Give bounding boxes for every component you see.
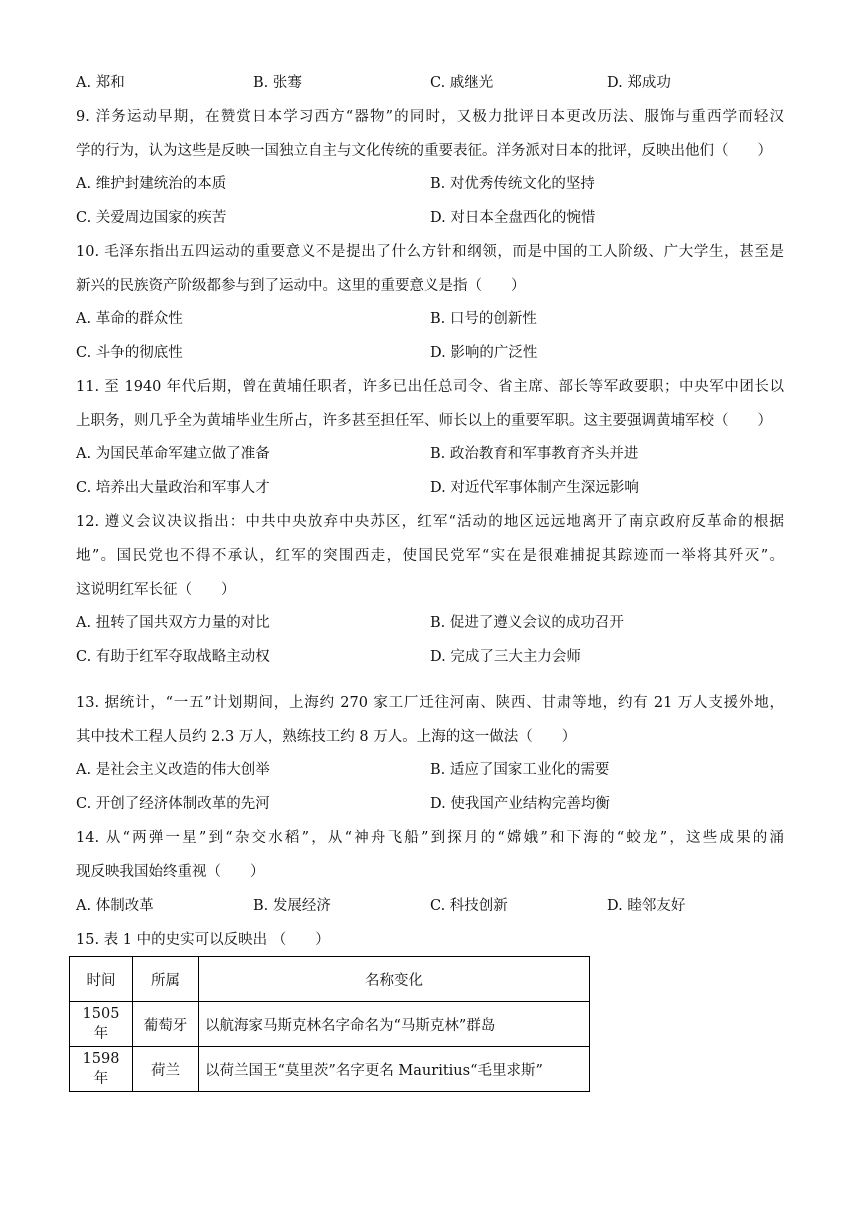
q11-options-row1 bbox=[76, 444, 784, 464]
table-cell-time: 1505 年 bbox=[70, 1002, 133, 1047]
q8-option-d: D. 郑成功 bbox=[607, 75, 671, 91]
q13-option-c: C. 开创了经济体制改革的先河 bbox=[76, 796, 270, 812]
q9-option-a: A. 维护封建统治的本质 bbox=[76, 176, 227, 192]
q8-options bbox=[76, 73, 784, 93]
q9-options-row2 bbox=[76, 208, 784, 228]
q12-options-row1 bbox=[76, 613, 784, 633]
table-cell-owner: 葡萄牙 bbox=[133, 1002, 199, 1047]
q12-stem-line3: 这说明红军长征（ ） bbox=[76, 582, 236, 598]
q9-option-b: B. 对优秀传统文化的坚持 bbox=[430, 176, 595, 192]
q11-option-d: D. 对近代军事体制产生深远影响 bbox=[430, 480, 639, 496]
table-row bbox=[70, 1002, 590, 1047]
q11-option-a: A. 为国民革命军建立做了准备 bbox=[76, 446, 270, 462]
q11-options-row2 bbox=[76, 478, 784, 498]
q14-option-a: A. 体制改革 bbox=[76, 898, 154, 914]
table-row bbox=[70, 1047, 590, 1092]
table-header-cell: 名称变化 bbox=[199, 957, 590, 1002]
q8-option-a: A. 郑和 bbox=[76, 75, 125, 91]
q10-option-d: D. 影响的广泛性 bbox=[430, 345, 538, 361]
q13-options-row2 bbox=[76, 794, 784, 814]
q10-stem-line2: 新兴的民族资产阶级都参与到了运动中。这里的重要意义是指（ ） bbox=[76, 278, 526, 294]
q12-options-row2 bbox=[76, 647, 784, 667]
q9-stem-line1: 9. 洋务运动早期，在赞赏日本学习西方“器物”的同时，又极力批评日本更改历法、服饰与重西学而轻汉 bbox=[76, 109, 784, 125]
q10-options-row2 bbox=[76, 343, 784, 363]
q8-option-c: C. 戚继光 bbox=[430, 75, 494, 91]
q9-options-row1 bbox=[76, 174, 784, 194]
q13-option-b: B. 适应了国家工业化的需要 bbox=[430, 762, 610, 778]
q14-option-c: C. 科技创新 bbox=[430, 898, 508, 914]
q8-option-b: B. 张骞 bbox=[253, 75, 302, 91]
q12-option-c: C. 有助于红军夺取战略主动权 bbox=[76, 649, 270, 665]
q13-options-row1 bbox=[76, 760, 784, 780]
q10-option-c: C. 斗争的彻底性 bbox=[76, 345, 183, 361]
q10-option-b: B. 口号的创新性 bbox=[430, 311, 537, 327]
q10-option-a: A. 革命的群众性 bbox=[76, 311, 183, 327]
table-header-cell: 时间 bbox=[70, 957, 133, 1002]
q15-stem: 15. 表 1 中的史实可以反映出 （ ） bbox=[76, 932, 330, 948]
q12-option-a: A. 扭转了国共双方力量的对比 bbox=[76, 615, 270, 631]
q11-option-c: C. 培养出大量政治和军事人才 bbox=[76, 480, 270, 496]
history-table bbox=[69, 956, 590, 1092]
q14-options bbox=[76, 896, 784, 916]
q11-stem-line2: 上职务，则几乎全为黄埔毕业生所占，许多甚至担任军、师长以上的重要军职。这主要强调黄埔军校（ ） bbox=[76, 413, 772, 429]
table-cell-name-change: 以荷兰国王“莫里茨”名字更名 Mauritius“毛里求斯” bbox=[199, 1047, 590, 1092]
q10-options-row1 bbox=[76, 309, 784, 329]
q9-option-c: C. 关爱周边国家的疾苦 bbox=[76, 210, 227, 226]
q13-stem-line1: 13. 据统计，“一五”计划期间，上海约 270 家工厂迁往河南、陕西、甘肃等地，约有 21 万人支援外地， bbox=[76, 695, 784, 711]
table-cell-time: 1598 年 bbox=[70, 1047, 133, 1092]
q14-option-d: D. 睦邻友好 bbox=[607, 898, 686, 914]
q9-stem-line2: 学的行为，认为这些是反映一国独立自主与文化传统的重要表征。洋务派对日本的批评，反映出他们（ ） bbox=[76, 143, 772, 159]
q13-stem-line2: 其中技术工程人员约 2.3 万人，熟练技工约 8 万人。上海的这一做法（ ） bbox=[76, 729, 577, 745]
table-cell-name-change: 以航海家马斯克林名字命名为“马斯克林”群岛 bbox=[199, 1002, 590, 1047]
q9-option-d: D. 对日本全盘西化的惋惜 bbox=[430, 210, 596, 226]
table-header-row bbox=[70, 957, 590, 1002]
q12-stem-line1: 12. 遵义会议决议指出：中共中央放弃中央苏区，红军“活动的地区远远地离开了南京政府反革命的根据 bbox=[76, 514, 784, 530]
q11-option-b: B. 政治教育和军事教育齐头并进 bbox=[430, 446, 639, 462]
q13-option-a: A. 是社会主义改造的伟大创举 bbox=[76, 762, 270, 778]
q14-option-b: B. 发展经济 bbox=[253, 898, 331, 914]
q14-stem-line2: 现反映我国始终重视（ ） bbox=[76, 864, 265, 880]
q14-stem-line1: 14. 从“两弹一星”到“杂交水稻”，从“神舟飞船”到探月的“嫦娥”和下海的“蛟龙”，这些成果的涌 bbox=[76, 830, 784, 846]
q13-option-d: D. 使我国产业结构完善均衡 bbox=[430, 796, 610, 812]
q11-stem-line1: 11. 至 1940 年代后期，曾在黄埔任职者，许多已出任总司令、省主席、部长等军政要职；中央军中团长以 bbox=[76, 379, 784, 395]
q10-stem-line1: 10. 毛泽东指出五四运动的重要意义不是提出了什么方针和纲领，而是中国的工人阶级、广大学生，甚至是 bbox=[76, 244, 784, 260]
table-header-cell: 所属 bbox=[133, 957, 199, 1002]
table-cell-owner: 荷兰 bbox=[133, 1047, 199, 1092]
q12-stem-line2: 地”。国民党也不得不承认，红军的突围西走，使国民党军“实在是很难捕捉其踪迹而一举将其歼灭”。 bbox=[76, 548, 784, 564]
q12-option-b: B. 促进了遵义会议的成功召开 bbox=[430, 615, 624, 631]
q12-option-d: D. 完成了三大主力会师 bbox=[430, 649, 581, 665]
